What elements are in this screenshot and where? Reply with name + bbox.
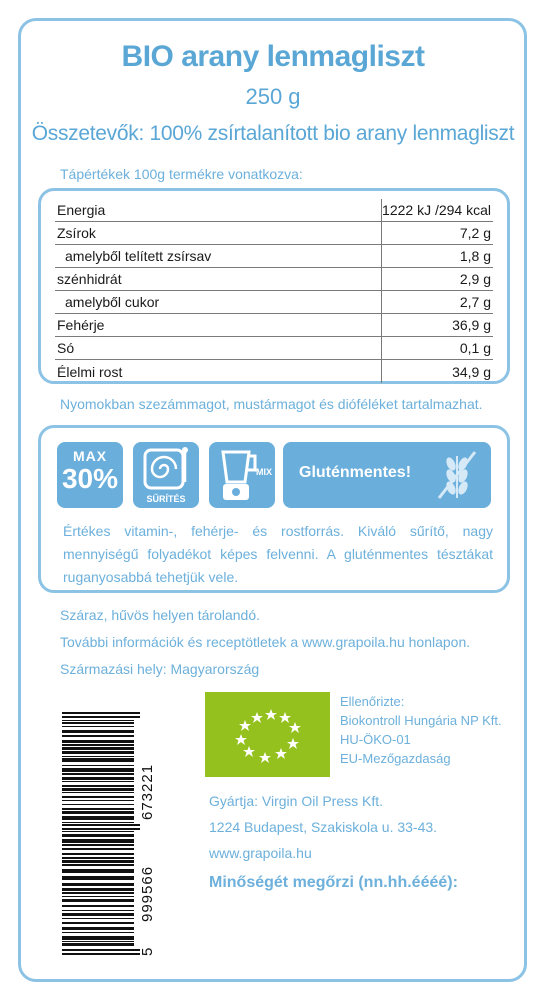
barcode-bar [62, 792, 134, 793]
eu-organic-logo [205, 692, 330, 777]
barcode-bar [62, 751, 134, 754]
barcode-graphic [52, 704, 160, 960]
barcode-bar [62, 720, 134, 721]
barcode-bar [62, 913, 134, 916]
barcode-bar [62, 844, 134, 846]
manufacturer-website[interactable]: www.grapoila.hu [209, 845, 312, 861]
nutrition-intro: Tápértékek 100g termékre vonatkozva: [60, 166, 303, 182]
barcode-bar [62, 781, 134, 782]
barcode-bar [62, 927, 134, 930]
barcode-first-digit: 5 [139, 947, 156, 956]
barcode-bar [62, 932, 134, 933]
nutrient-name: szénhidrát [57, 271, 122, 287]
nutrition-row [55, 268, 493, 291]
barcode-bar [62, 824, 140, 826]
barcode-bar [62, 922, 134, 924]
mix-badge [209, 442, 275, 508]
swirl-icon [133, 442, 199, 508]
barcode-bar [62, 899, 134, 902]
barcode-group-2: 673221 [139, 763, 156, 820]
nutrient-value: 1222 kJ /294 kcal [381, 199, 493, 221]
mix-label: MIX [255, 467, 273, 477]
nutrient-name: Energia [57, 202, 106, 218]
nutrition-row [55, 245, 493, 268]
certification-block [340, 692, 502, 768]
barcode-bar [62, 788, 134, 791]
barcode-bar [62, 883, 134, 886]
nutrient-name: Élelmi rost [57, 363, 123, 380]
barcode-bar [62, 712, 140, 714]
nutrient-value: 34,9 g [381, 360, 493, 383]
barcode-bar [62, 892, 134, 894]
barcode-bar [62, 941, 134, 942]
barcode-bar [62, 765, 134, 766]
cert-line: Ellenőrizte: [340, 694, 405, 709]
ingredients-line: Összetevők: 100% zsírtalanított bio arany lenmagliszt [31, 122, 515, 145]
barcode-group-1: 999566 [139, 865, 156, 922]
product-title: BIO arany lenmagliszt [121, 40, 425, 73]
barcode-bar [62, 860, 134, 863]
feature-box [38, 425, 510, 593]
barcode-bar [62, 740, 134, 743]
barcode-bar [62, 777, 134, 780]
nutrient-value: 2,9 g [381, 268, 493, 290]
barcode-bar [62, 953, 140, 955]
barcode-bar [62, 857, 134, 859]
cert-line: HU-ÖKO-01 [340, 732, 411, 747]
barcode-bar [62, 785, 134, 787]
eu-organic-leaf-icon [205, 692, 330, 777]
barcode-bar [62, 918, 134, 919]
barcode-bar [62, 773, 134, 775]
barcode-bar [62, 716, 140, 718]
barcode-bar [62, 853, 134, 855]
crossed-wheat-icon [429, 448, 483, 502]
max-30-badge [57, 442, 123, 508]
barcode-bar [62, 943, 134, 946]
barcode-bar [62, 796, 134, 798]
barcode-bar [62, 800, 134, 801]
barcode-bar [62, 758, 134, 762]
barcode-bar [62, 816, 134, 820]
barcode-bar [62, 804, 134, 805]
barcode-bar [62, 839, 134, 843]
barcode-bar [62, 876, 134, 880]
max-value: 30% [61, 463, 119, 494]
cert-line: Biokontroll Hungária NP Kft. [340, 713, 502, 728]
barcode-bar [62, 768, 134, 772]
barcode-bar [62, 722, 134, 724]
nutrient-value: 1,8 g [381, 245, 493, 267]
nutrient-name: amelyből cukor [65, 294, 160, 310]
more-info: További információk és receptötletek a www.grapoila.hu honlapon. [60, 634, 471, 650]
barcode-bar [62, 936, 134, 940]
nutrition-row [55, 222, 493, 245]
barcode-bar [62, 834, 134, 837]
nutrition-row [55, 360, 493, 383]
barcode-bar [62, 756, 134, 757]
barcode-bar [62, 888, 134, 891]
barcode-bar [62, 949, 140, 951]
nutrient-name: Fehérje [57, 317, 105, 333]
feature-description: Értékes vitamin-, fehérje- és rostforrás. Kiváló sűrítő, nagy mennyiségű folyadékot képes felvenni. A gluténmentes tésztákat ruganyosabbá tehetjük vele. [63, 523, 493, 585]
barcode-bar [62, 726, 134, 727]
nutrient-value: 7,2 g [381, 222, 493, 244]
nutrition-row [55, 199, 493, 222]
storage-instructions: Száraz, hűvös helyen tárolandó. [60, 607, 261, 623]
barcode-bar [62, 910, 134, 911]
barcode-bar [62, 730, 134, 733]
barcode-bar [62, 848, 134, 850]
thickening-badge [133, 442, 199, 508]
origin: Származási hely: Magyarország [60, 661, 260, 677]
nutrient-value: 0,1 g [381, 337, 493, 359]
barcode-bar [62, 735, 134, 737]
gluten-free-label: Gluténmentes! [299, 464, 412, 481]
cert-line: EU-Mezőgazdaság [340, 751, 451, 766]
manufacturer-block [209, 788, 437, 866]
blender-icon [209, 442, 275, 508]
allergen-traces: Nyomokban szezámmagot, mustármagot és dióféléket tartalmazhat. [60, 396, 483, 412]
manufacturer-name: Gyártja: Virgin Oil Press Kft. [209, 793, 384, 809]
barcode-bar [62, 869, 134, 873]
nutrient-value: 2,7 g [381, 291, 493, 313]
gluten-free-badge [283, 442, 491, 508]
barcode-bar [62, 811, 134, 814]
barcode-bar [62, 831, 134, 832]
max-label: MAX [72, 448, 108, 464]
barcode-bar [62, 744, 134, 746]
barcode-bar [62, 864, 134, 866]
barcode-bar [62, 896, 134, 897]
product-weight: 250 g [245, 84, 301, 109]
nutrient-name: amelyből telített zsírsav [65, 248, 212, 264]
nutrition-row [55, 291, 493, 314]
barcode-bar [62, 822, 134, 823]
nutrition-table [38, 188, 510, 384]
barcode-bar [62, 808, 134, 810]
barcode [52, 704, 160, 960]
manufacturer-address: 1224 Budapest, Szakiskola u. 33-43. [209, 819, 438, 835]
best-before: Minőségét megőrzi (nn.hh.éééé): [209, 874, 458, 891]
swirl-label: SŰRÍTÉS [146, 494, 186, 504]
nutrition-row [55, 314, 493, 337]
nutrient-name: Zsírok [57, 225, 96, 241]
barcode-bar [62, 747, 134, 750]
barcode-bar [62, 828, 140, 830]
nutrient-value: 36,9 g [381, 314, 493, 336]
barcode-bar [62, 905, 134, 907]
nutrition-row [55, 337, 493, 360]
nutrient-name: Só [57, 340, 75, 356]
